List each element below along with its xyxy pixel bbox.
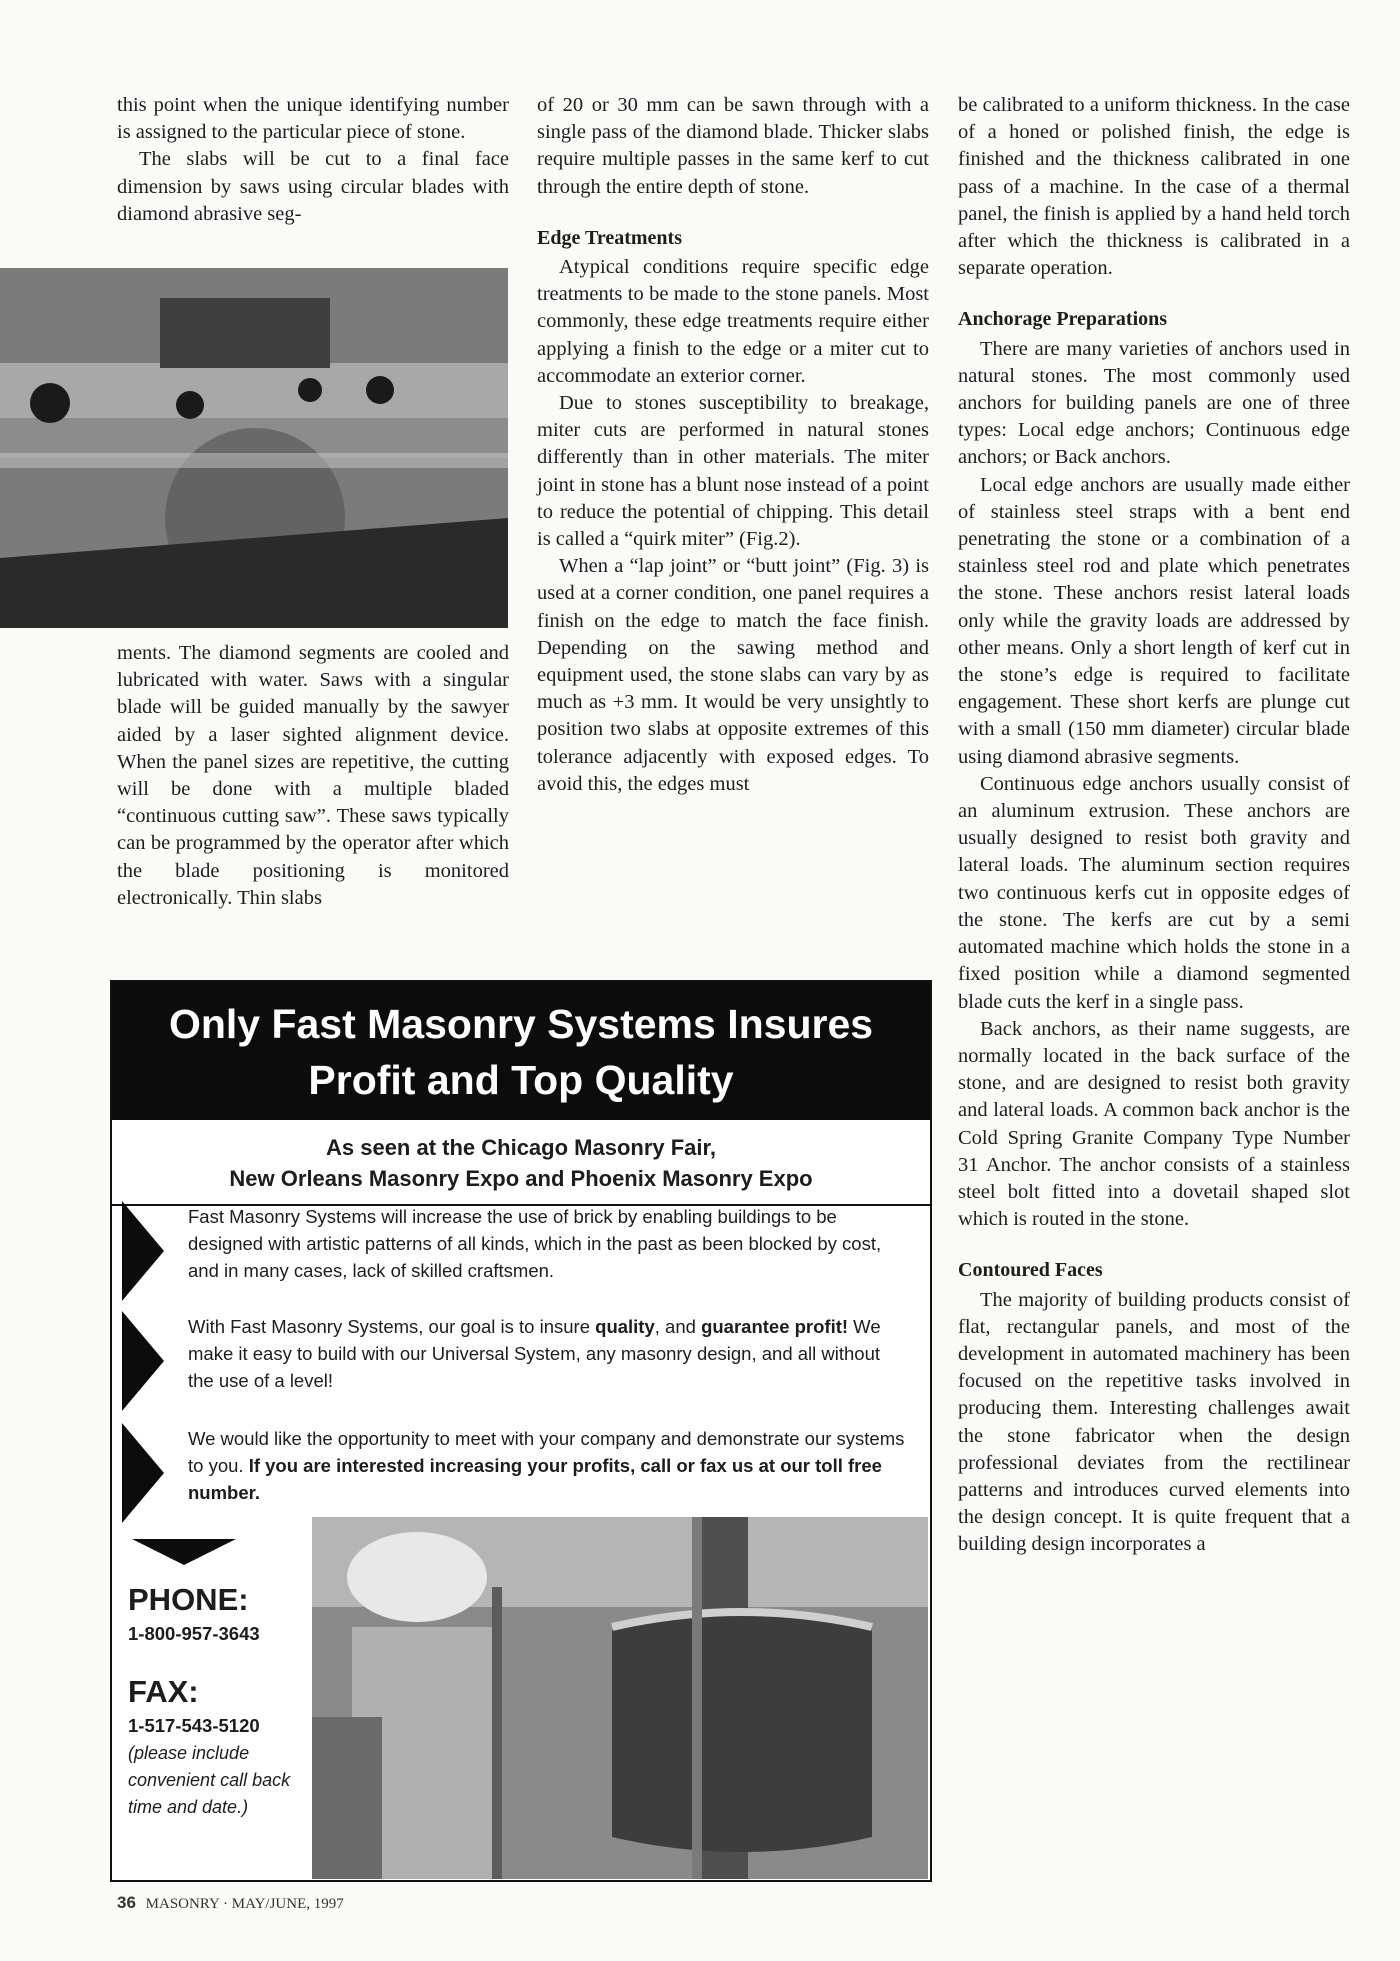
column-2: [537, 92, 929, 798]
section-heading-edge-treatments: Edge Treatments: [537, 226, 682, 249]
phone-number[interactable]: 1-800-957-3643: [128, 1623, 260, 1644]
fax-number[interactable]: 1-517-543-5120: [128, 1715, 260, 1736]
paragraph: Continuous edge anchors usually consist of an aluminum extrusion. These anchors are usually designed to resist both gravity and lateral loads. The aluminum section requires two continuous kerfs cut in opposite edges of the stone. The kerfs are cut by a semi automated machine which holds the stone in a fixed position while a diamond segmented blade cuts the kerf in a single pass.: [958, 772, 1350, 1013]
ad-headline: [112, 982, 930, 1120]
publication-line: MASONRY · MAY/JUNE, 1997: [145, 1896, 344, 1912]
ad-bullet-text: [188, 1313, 908, 1394]
arrow-right-icon: [122, 1201, 164, 1301]
paragraph: ments. The diamond segments are cooled and lubricated with water. Saws with a singular blade will be guided manually by the sawyer aided by a laser sighted alignment device. When the panel sizes are repetitive, the cutting will be done with a multiple bladed “continuous cutting saw”. These saws typically can be programmed by the operator after which the blade positioning is monitored electronically. Thin slabs: [117, 642, 509, 909]
text-run: With Fast Masonry Systems, our goal is to insure: [188, 1316, 596, 1337]
paragraph: be calibrated to a uniform thickness. In the case of a honed or polished finish, the edge is finished and the thickness calibrated in one pass of a machine. In the case of a thermal panel, the finish is applied by a hand held torch after which the thickness is calibrated in a separate operation.: [958, 94, 1350, 280]
column-3: [958, 92, 1350, 1559]
ad-headline-line: Only Fast Masonry Systems Insures: [168, 1001, 874, 1047]
page-number: 36: [117, 1893, 136, 1912]
ad-subheadline: [112, 1120, 930, 1206]
paragraph: Local edge anchors are usually made either of stainless steel straps with a bent end penetrating the stone or a combination of a stainless steel rod and plate which penetrates the stone. These anchors resist lateral loads only while the gravity loads are addressed by other means. Only a short length of kerf cut in the stone’s edge is required to facilitate engagement. These short kerfs are plunge cut with a small (150 mm diameter) circular blade using diamond abrasive segments.: [958, 473, 1350, 768]
ad-subheadline-line: As seen at the Chicago Masonry Fair,: [325, 1135, 716, 1160]
mason-worker-photo: [312, 1517, 928, 1879]
text-run: , and: [654, 1316, 702, 1337]
fax-label: FAX:: [128, 1674, 199, 1709]
paragraph: The slabs will be cut to a final face dimension by saws using circular blades with diamond abrasive seg-: [117, 148, 509, 225]
diamond-saw-photo: [0, 268, 508, 628]
paragraph: When a “lap joint” or “butt joint” (Fig. 3) is used at a corner condition, one panel requires a finish on the edge to match the face finish. Depending on the sawing method and equipment used, the stone slabs can vary by as much as +3 mm. It would be very unsightly to position two slabs at opposite extremes of this tolerance adjacently with exposed edges. To avoid this, the edges must: [537, 555, 929, 795]
arrow-right-icon: [122, 1423, 164, 1523]
text-run-bold: guarantee profit!: [701, 1316, 849, 1337]
paragraph: The majority of building products consist of flat, rectangular panels, and most of the development in automated machinery has been focused on the repetitive tasks involved in producing them. Interesting challenges await the stone fabricator when the design professional deviates from the rectilinear patterns and introduces curved elements into the design concept. It is quite frequent that a building design incorporates a: [958, 1288, 1350, 1556]
text-run: We would like the opportunity to meet with your company and demonstrate our systems to you.: [188, 1428, 905, 1476]
arrow-right-icon: [122, 1311, 164, 1411]
paragraph: Due to stones susceptibility to breakage, miter cuts are performed in natural stones differently than in other materials. The miter joint in stone has a blunt nose instead of a point to reduce the potential of chipping. This detail is called a “quirk miter” (Fig.2).: [537, 392, 929, 551]
ad-headline-line: Profit and Top Quality: [308, 1057, 734, 1103]
column-1-top: [117, 92, 509, 228]
page-footer: [117, 1893, 344, 1913]
contact-info: [128, 1580, 308, 1821]
section-heading-contoured-faces: Contoured Faces: [958, 1259, 1103, 1282]
paragraph: Back anchors, as their name suggests, are normally located in the back surface of the stone, and are designed to resist both gravity and lateral loads. A common back anchor is the Cold Spring Granite Company Type Number 31 Anchor. The anchor consists of a stainless steel bolt fitted into a dovetail shaped slot which is routed in the stone.: [958, 1017, 1350, 1231]
paragraph: There are many varieties of anchors used in natural stones. The most commonly used anchors for building panels are one of three types: Local edge anchors; Continuous edge anchors; or Back anchors.: [958, 337, 1350, 469]
column-1-bottom: [117, 640, 509, 912]
text-run: We make it easy to build with our Universal System, any masonry design, and all without the use of a level!: [188, 1316, 881, 1391]
ad-bullet-text: [188, 1425, 908, 1506]
ad-subheadline-line: New Orleans Masonry Expo and Phoenix Masonry Expo: [229, 1166, 813, 1191]
text-run-bold: quality: [595, 1316, 655, 1337]
paragraph: Atypical conditions require specific edge treatments to be made to the stone panels. Most commonly, these edge treatments require either applying a finish to the edge or a miter cut to accommodate an exterior corner.: [537, 256, 929, 387]
paragraph: this point when the unique identifying number is assigned to the particular piece of stone.: [117, 94, 509, 144]
section-heading-anchorage: Anchorage Preparations: [958, 308, 1168, 331]
ad-bullet-text: Fast Masonry Systems will increase the use of brick by enabling buildings to be designed with artistic patterns of all kinds, which in the past as been blocked by cost, and in many cases, lack of skilled craftsmen.: [188, 1206, 882, 1281]
text-run-bold: If you are interested increasing your profits, call or fax us at our toll free number.: [188, 1455, 882, 1503]
arrow-down-icon: [132, 1539, 236, 1565]
fax-note: (please include convenient call back time and date.): [128, 1743, 291, 1817]
paragraph: of 20 or 30 mm can be sawn through with a single pass of the diamond blade. Thicker slabs require multiple passes in the same kerf to cut through the entire depth of stone.: [537, 94, 929, 198]
phone-label: PHONE:: [128, 1582, 249, 1617]
